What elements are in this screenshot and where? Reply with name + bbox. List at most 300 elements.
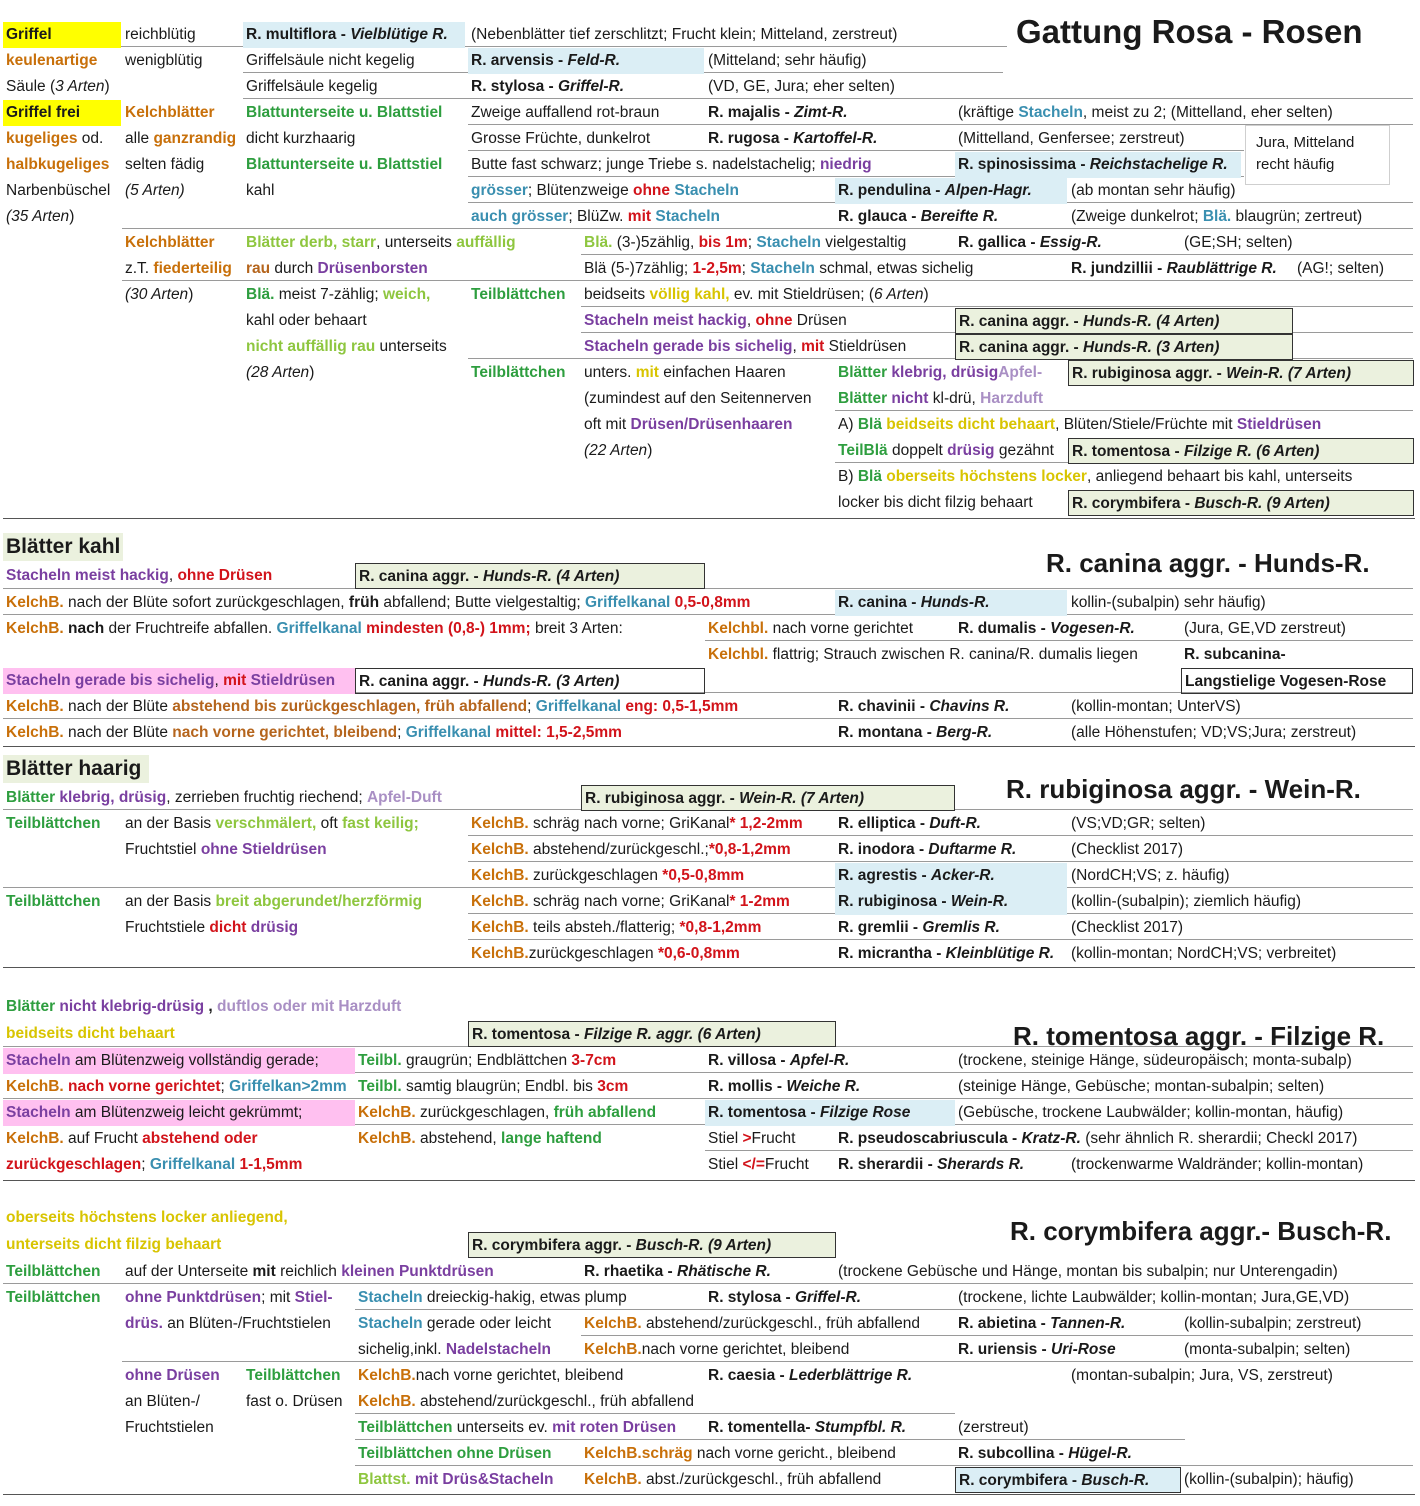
cell-text: Teilblättchen xyxy=(358,1419,453,1436)
cell-text: Tannen-R. xyxy=(1050,1315,1126,1332)
cell-text: Lederblättrige R. xyxy=(789,1367,913,1384)
cell-text: Griffelkanal xyxy=(535,698,622,715)
cell-text: (kollin-subalpin; zerstreut) xyxy=(1184,1315,1362,1332)
cell-text: Narbenbüschel xyxy=(6,182,111,199)
cell-text: Filzige Rose xyxy=(819,1104,911,1121)
cell-text: Vogesen-R. xyxy=(1050,620,1135,637)
key-cell xyxy=(468,100,704,126)
key-cell xyxy=(468,282,580,308)
cell-text: KelchB. xyxy=(358,1130,416,1147)
cell-text: R. jundzillii - xyxy=(1071,260,1167,277)
key-cell xyxy=(122,48,240,74)
cell-text: an Blüten-/Fruchtstielen xyxy=(162,1315,331,1332)
cell-text: oft xyxy=(316,815,343,832)
cell-text: Blä xyxy=(857,468,882,485)
cell-text: A) xyxy=(838,416,858,433)
cell-text: nach vorne gerichtet xyxy=(768,620,914,637)
cell-text: am Blütenzweig leicht gekrümmt; xyxy=(70,1104,303,1121)
key-cell xyxy=(3,811,121,837)
cell-text: am Blütenzweig vollständig gerade; xyxy=(70,1052,319,1069)
cell-text: Griffelkanal xyxy=(585,594,671,611)
key-cell xyxy=(835,438,1067,464)
cell-text: Alpen-Hagr. xyxy=(944,182,1032,199)
key-cell xyxy=(355,668,705,694)
key-cell xyxy=(122,1285,354,1311)
cell-text: rau xyxy=(246,260,271,277)
cell-text: KelchB. xyxy=(471,893,529,910)
cell-text: auf der Unterseite xyxy=(125,1263,253,1280)
cell-text: ; xyxy=(141,1156,150,1173)
key-cell xyxy=(835,178,1067,204)
cell-text: oft mit xyxy=(584,416,631,433)
cell-text: abstehend, xyxy=(415,1130,502,1147)
cell-text: R. mollis - xyxy=(708,1078,787,1095)
key-cell xyxy=(1181,668,1413,694)
cell-text: KelchB. xyxy=(358,1393,416,1410)
key-cell xyxy=(835,863,1067,889)
cell-text: Busch-R. xyxy=(1081,1472,1150,1489)
key-cell xyxy=(955,616,1181,642)
cell-text: Säule ( xyxy=(6,78,56,95)
cell-text: (sehr ähnlich R. sherardii; Checkl 2017) xyxy=(1080,1130,1358,1147)
cell-text: Stacheln meist hackig xyxy=(6,567,169,584)
cell-text: Hunds-R. (4 Arten) xyxy=(483,568,620,585)
cell-text: (ab montan sehr häufig) xyxy=(1071,182,1236,199)
key-cell xyxy=(581,1311,955,1337)
key-cell xyxy=(1181,1337,1411,1363)
cell-text: unterseits ev. xyxy=(452,1419,553,1436)
cell-text: (3-)5zählig, xyxy=(612,234,699,251)
key-cell xyxy=(705,100,955,126)
cell-text: , unterseits xyxy=(376,234,457,251)
section-divider xyxy=(3,518,1415,519)
key-cell xyxy=(122,230,240,256)
cell-text: (Gebüsche, trockene Laubwälder; kollin-montan, häufig) xyxy=(958,1104,1344,1121)
key-cell xyxy=(355,1100,705,1126)
key-cell xyxy=(1068,256,1294,282)
cell-text: kahl xyxy=(246,182,275,199)
key-cell xyxy=(3,100,121,126)
cell-text: Zweige auffallend rot-braun xyxy=(471,104,660,121)
cell-text: Grosse Früchte, dunkelrot xyxy=(471,130,651,147)
key-cell xyxy=(955,126,1245,152)
cell-text: R. elliptica - xyxy=(838,815,930,832)
cell-text: völlig xyxy=(649,286,690,303)
section-divider xyxy=(3,967,1415,968)
cell-text: Griffel-R. xyxy=(795,1289,862,1306)
cell-text: R. canina aggr. - xyxy=(359,673,484,690)
cell-text: nicht klebrig-drüsig xyxy=(59,998,205,1015)
cell-text: (trockene Gebüsche und Hänge, montan bis subalpin; nur Unterengadin) xyxy=(838,1263,1338,1280)
cell-text: R. rhaetika - xyxy=(584,1263,678,1280)
cell-text: (VD, GE, Jura; eher selten) xyxy=(708,78,895,95)
cell-text: fast keilig; xyxy=(342,815,419,832)
cell-text: KelchB. xyxy=(6,1130,64,1147)
cell-text: oberseits höchstens locker xyxy=(886,468,1087,485)
cell-text: auffällig xyxy=(456,234,516,251)
cell-text: unterseits dicht filzig behaart xyxy=(6,1236,222,1253)
cell-text: R. tomentosa aggr. - Filzige R. xyxy=(1013,1021,1385,1051)
key-cell xyxy=(1068,1152,1413,1178)
cell-text: R. montana - xyxy=(838,724,937,741)
cell-text: KelchB. xyxy=(584,1471,642,1488)
key-cell xyxy=(835,412,1415,438)
cell-text: Blätter xyxy=(6,998,60,1015)
key-cell xyxy=(122,837,468,863)
cell-text: teils absteh./flatterig; xyxy=(528,919,680,936)
key-cell xyxy=(468,152,954,178)
cell-text: abstehend bis zurückgeschlagen, früh abfallend xyxy=(172,698,528,715)
key-cell xyxy=(955,1441,1181,1467)
cell-text: KelchB. xyxy=(584,1315,642,1332)
cell-text: kahl oder behaart xyxy=(246,312,367,329)
key-cell xyxy=(835,1152,1067,1178)
cell-text: abstehend oder xyxy=(142,1130,258,1147)
cell-text: unters. xyxy=(584,364,636,381)
cell-text: keulenartige xyxy=(6,52,98,69)
cell-text: R. stylosa - xyxy=(471,78,558,95)
cell-text: KelchB. xyxy=(471,841,529,858)
key-cell xyxy=(835,386,1135,412)
cell-text: dicht kurzhaarig xyxy=(246,130,356,147)
cell-text: ohne Punktdrüsen xyxy=(125,1289,262,1306)
cell-text: Stiel xyxy=(708,1156,743,1173)
key-cell xyxy=(1068,837,1368,863)
section-divider xyxy=(3,746,1415,747)
key-cell xyxy=(835,590,1067,616)
key-cell xyxy=(955,100,1415,126)
cell-text: Stieldrüsen xyxy=(1236,416,1322,433)
cell-text: Kartoffel-R. xyxy=(793,130,878,147)
cell-text: R. inodora - xyxy=(838,841,929,858)
cell-text: mit xyxy=(252,1263,276,1280)
key-cell xyxy=(243,360,467,386)
cell-text: ; xyxy=(527,698,536,715)
cell-text: nach vorne gerichtet, bleibend xyxy=(415,1367,624,1384)
key-cell xyxy=(955,1048,1415,1074)
cell-text: ; BlüZw. xyxy=(568,208,628,225)
cell-text: nach vorne gerichtet, bleibend xyxy=(172,724,398,741)
cell-text: R. villosa - xyxy=(708,1052,790,1069)
cell-text: od. xyxy=(77,130,104,147)
key-cell xyxy=(355,1048,705,1074)
note-line: recht häufig xyxy=(1256,156,1335,173)
key-cell xyxy=(835,360,1067,386)
cell-text: (35 Arten xyxy=(6,208,70,225)
cell-text: KelchB. xyxy=(358,1367,416,1384)
key-cell xyxy=(243,282,467,308)
cell-text: , xyxy=(746,312,756,329)
key-cell xyxy=(581,256,1067,282)
cell-text: (kollin-montan; UnterVS) xyxy=(1071,698,1241,715)
cell-text: (montan-subalpin; Jura, VS, zerstreut) xyxy=(1071,1367,1333,1384)
key-cell xyxy=(1294,256,1414,282)
cell-text: grösser xyxy=(471,182,528,199)
key-cell xyxy=(1181,230,1411,256)
cell-text: (Checklist 2017) xyxy=(1071,919,1183,936)
cell-text: Blätter xyxy=(838,364,892,381)
key-cell xyxy=(955,1285,1415,1311)
cell-text: R. chavinii - xyxy=(838,698,930,715)
cell-text: Uri-Rose xyxy=(1051,1341,1116,1358)
cell-text: früh abfallend xyxy=(553,1104,657,1121)
cell-text: Blä xyxy=(857,416,882,433)
section-heading xyxy=(3,533,123,561)
key-cell xyxy=(243,100,465,126)
cell-text: *0,5-0,8mm xyxy=(662,867,745,884)
cell-text: 3cm xyxy=(597,1078,629,1095)
cell-text: 0,5-0,8mm xyxy=(674,594,751,611)
key-cell xyxy=(835,1126,1415,1152)
cell-text: Stiel- xyxy=(294,1289,333,1306)
key-cell xyxy=(1068,941,1408,967)
key-cell xyxy=(468,74,704,100)
cell-text: Acker-R. xyxy=(931,867,995,884)
key-cell xyxy=(3,590,835,616)
cell-text: ganzrandig xyxy=(153,130,237,147)
cell-text: Stacheln xyxy=(756,234,821,251)
cell-text: KelchB.schräg xyxy=(584,1445,693,1462)
key-cell xyxy=(3,1126,355,1152)
cell-text: R. caesia - xyxy=(708,1367,789,1384)
cell-text: ohne xyxy=(633,182,671,199)
key-cell xyxy=(705,1152,835,1178)
key-cell xyxy=(3,720,835,746)
cell-text: (Checklist 2017) xyxy=(1071,841,1183,858)
cell-text: Kelchbl. xyxy=(708,646,769,663)
cell-text: locker bis dicht filzig behaart xyxy=(838,494,1033,511)
cell-text: dreieckig-hakig, etwas plump xyxy=(422,1289,627,1306)
cell-text: R. rugosa - xyxy=(708,130,794,147)
cell-text: (monta-subalpin; selten) xyxy=(1184,1341,1351,1358)
cell-text: (steinige Hänge, Gebüsche; montan-subalpin; selten) xyxy=(958,1078,1325,1095)
cell-text: R. canina aggr. - Hunds-R. xyxy=(1046,548,1370,578)
cell-text: alle xyxy=(125,130,154,147)
key-cell xyxy=(468,889,836,915)
key-cell xyxy=(705,642,1181,668)
cell-text: Drüsen xyxy=(792,312,847,329)
key-cell xyxy=(581,1467,955,1493)
cell-text: R. dumalis - xyxy=(958,620,1051,637)
cell-text: Gremlis R. xyxy=(922,919,1000,936)
cell-text: ) xyxy=(309,364,315,381)
key-cell xyxy=(1068,720,1408,746)
cell-text: Stieldrüsen xyxy=(250,672,336,689)
cell-text: Teilblättchen xyxy=(471,364,566,381)
key-cell xyxy=(3,1048,355,1074)
key-cell xyxy=(581,230,953,256)
cell-text: (22 Arten xyxy=(584,442,648,459)
cell-text: R. canina - xyxy=(838,594,921,611)
cell-text: R. rubiginosa aggr. - Wein-R. xyxy=(1006,774,1361,804)
cell-text: schräg nach vorne; GriKanal xyxy=(528,893,730,910)
key-cell xyxy=(243,48,465,74)
cell-text: KelchB. xyxy=(471,919,529,936)
cell-text: (Nebenblätter tief zerschlitzt; Frucht klein; Mitteland, zerstreut) xyxy=(471,26,898,43)
key-cell xyxy=(705,1415,955,1441)
cell-text: R. arvensis - xyxy=(471,52,568,69)
key-cell xyxy=(3,204,121,230)
key-cell xyxy=(355,1311,581,1337)
key-cell xyxy=(122,152,240,178)
key-cell xyxy=(705,1100,955,1126)
cell-text: Stacheln xyxy=(358,1289,423,1306)
cell-text: eng: 0,5-1,5mm xyxy=(625,698,739,715)
cell-text: nach der Blüte sofort zurückgeschlagen, xyxy=(63,594,349,611)
cell-text: abstehend/zurückgeschl., früh abfallend xyxy=(415,1393,695,1410)
cell-text: R. uriensis - xyxy=(958,1341,1052,1358)
cell-text: Rhätische R. xyxy=(677,1263,771,1280)
key-cell xyxy=(835,889,1067,915)
cell-text: kollin-(subalpin) sehr häufig) xyxy=(1071,594,1266,611)
cell-text: KelchB. xyxy=(471,867,529,884)
cell-text: Weiche R. xyxy=(786,1078,861,1095)
key-cell xyxy=(3,48,121,74)
cell-text: Kleinblütige R. xyxy=(945,945,1055,962)
cell-text: R. canina aggr. - xyxy=(959,313,1084,330)
cell-text: drüs. xyxy=(125,1315,163,1332)
cell-text: R. abietina - xyxy=(958,1315,1051,1332)
cell-text: Fruchtstiel xyxy=(125,841,201,858)
cell-text: wenigblütig xyxy=(125,52,203,69)
section-divider xyxy=(3,1494,1415,1495)
key-cell xyxy=(3,1074,355,1100)
cell-text: (zerstreut) xyxy=(958,1419,1029,1436)
cell-text: Stiel xyxy=(708,1130,743,1147)
key-cell xyxy=(122,1363,242,1389)
key-cell xyxy=(1068,1363,1413,1389)
cell-text: Drüsenborsten xyxy=(317,260,428,277)
cell-text: mit Drüs&Stacheln xyxy=(414,1471,554,1488)
cell-text: R. rubiginosa - xyxy=(838,893,951,910)
key-cell xyxy=(3,785,581,811)
cell-text: Kelchblätter xyxy=(125,234,215,251)
cell-text: Stacheln xyxy=(1018,104,1083,121)
cell-text: Griffelkanal xyxy=(276,620,362,637)
key-cell xyxy=(468,178,834,204)
cell-text: , xyxy=(214,672,224,689)
distribution-note xyxy=(1245,125,1390,185)
cell-text: ohne xyxy=(755,312,793,329)
cell-text: 1-2,5m xyxy=(692,260,742,277)
cell-text: Hügel-R. xyxy=(1068,1445,1132,1462)
cell-text: Blä (5-)7zählig; xyxy=(584,260,693,277)
cell-text: (GE;SH; selten) xyxy=(1184,234,1293,251)
cell-text: beidseits dicht behaart xyxy=(6,1025,175,1042)
cell-text: Filzige R. (6 Arten) xyxy=(1183,443,1320,460)
key-cell xyxy=(122,100,240,126)
cell-text: , xyxy=(204,998,218,1015)
cell-text: Duft-R. xyxy=(929,815,981,832)
key-cell xyxy=(3,616,703,642)
cell-text: ohne Drüsen xyxy=(177,567,273,584)
key-cell xyxy=(955,230,1181,256)
cell-text: R. subcollina - xyxy=(958,1445,1069,1462)
cell-text: nach vorne gerichtet, bleibend xyxy=(641,1341,850,1358)
key-cell xyxy=(1068,811,1368,837)
cell-text: zurückgeschlagen xyxy=(528,867,663,884)
cell-text: Butte fast schwarz; junge Triebe s. nadelstachelig; xyxy=(471,156,820,173)
key-cell xyxy=(355,1337,581,1363)
cell-text: Harzduft xyxy=(980,390,1043,407)
cell-text: Teilblättchen xyxy=(6,893,101,910)
cell-text: Teilbl. xyxy=(358,1052,402,1069)
cell-text: flattrig; Strauch zwischen R. canina/R. dumalis liegen xyxy=(768,646,1138,663)
cell-text: Wein-R. xyxy=(950,893,1009,910)
cell-text: Hunds-R. (4 Arten) xyxy=(1083,313,1220,330)
key-cell xyxy=(581,412,835,438)
cell-text: schmal, etwas sichelig xyxy=(814,260,974,277)
cell-text: *0,6-0,8mm xyxy=(657,945,740,962)
cell-text: abstehend/zurückgeschl.; xyxy=(528,841,709,858)
cell-text: R. corymbifera - xyxy=(959,1472,1082,1489)
cell-text: durch xyxy=(270,260,318,277)
cell-text: Teilbl. xyxy=(358,1078,402,1095)
cell-text: zurückgeschlagen, xyxy=(415,1104,554,1121)
cell-text: Hunds-R. xyxy=(920,594,990,611)
key-cell xyxy=(1068,915,1368,941)
cell-text: reichblütig xyxy=(125,26,196,43)
cell-text: (trockene, steinige Hänge, südeuropäisch; monta-subalp) xyxy=(958,1052,1352,1069)
key-cell xyxy=(955,1415,1155,1441)
cell-text: (kräftige xyxy=(958,104,1019,121)
key-cell xyxy=(1181,1311,1411,1337)
section-heading xyxy=(3,755,149,783)
cell-text: Hunds-R. (3 Arten) xyxy=(483,673,620,690)
cell-text: R. glauca - xyxy=(838,208,921,225)
key-cell xyxy=(243,256,579,282)
key-cell xyxy=(835,837,1067,863)
cell-text: abfallend; Butte vielgestaltig; xyxy=(379,594,585,611)
cell-text: Stieldrüsen xyxy=(824,338,907,355)
cell-text: (alle Höhenstufen; VD;VS;Jura; zerstreut) xyxy=(1071,724,1357,741)
key-cell xyxy=(355,563,705,589)
cell-text: 1-1,5mm xyxy=(239,1156,303,1173)
cell-text: Blätter xyxy=(6,789,60,806)
key-cell xyxy=(468,863,836,889)
key-cell xyxy=(581,282,1001,308)
cell-text: Stacheln xyxy=(655,208,720,225)
key-cell xyxy=(1068,490,1414,516)
cell-text: * 1-2mm xyxy=(729,893,790,910)
cell-text: nach vorne gerichtet xyxy=(68,1078,221,1095)
key-cell xyxy=(705,1363,955,1389)
cell-text: Chavins R. xyxy=(929,698,1010,715)
cell-text: ) xyxy=(923,286,929,303)
cell-text: (30 Arten xyxy=(125,286,189,303)
key-cell xyxy=(3,152,121,178)
cell-text: Stacheln meist hackig xyxy=(584,312,747,329)
cell-text: Stacheln xyxy=(358,1315,423,1332)
key-cell xyxy=(3,889,121,915)
cell-text: Stacheln xyxy=(6,1052,71,1069)
cell-text: kleinen Punktdrüsen xyxy=(341,1263,494,1280)
cell-text: fiederteilig xyxy=(153,260,232,277)
cell-text: Drüsen/Drüsenhaaren xyxy=(630,416,793,433)
cell-text: R. corymbifera aggr. - xyxy=(472,1237,636,1254)
key-cell xyxy=(1068,863,1368,889)
cell-text: nach der Blüte xyxy=(63,724,173,741)
cell-text: mittel: 1,5-2,5mm xyxy=(495,724,622,741)
cell-text: (Mittelland, Genfersee; zerstreut) xyxy=(958,130,1185,147)
key-cell xyxy=(355,1363,705,1389)
key-cell xyxy=(468,941,836,967)
cell-text: oberseits höchstens locker anliegend, xyxy=(6,1209,288,1226)
cell-text: Blattunterseite u. Blattstiel xyxy=(246,104,443,121)
key-cell xyxy=(1068,590,1408,616)
key-cell xyxy=(3,178,121,204)
cell-text: mit xyxy=(635,364,659,381)
